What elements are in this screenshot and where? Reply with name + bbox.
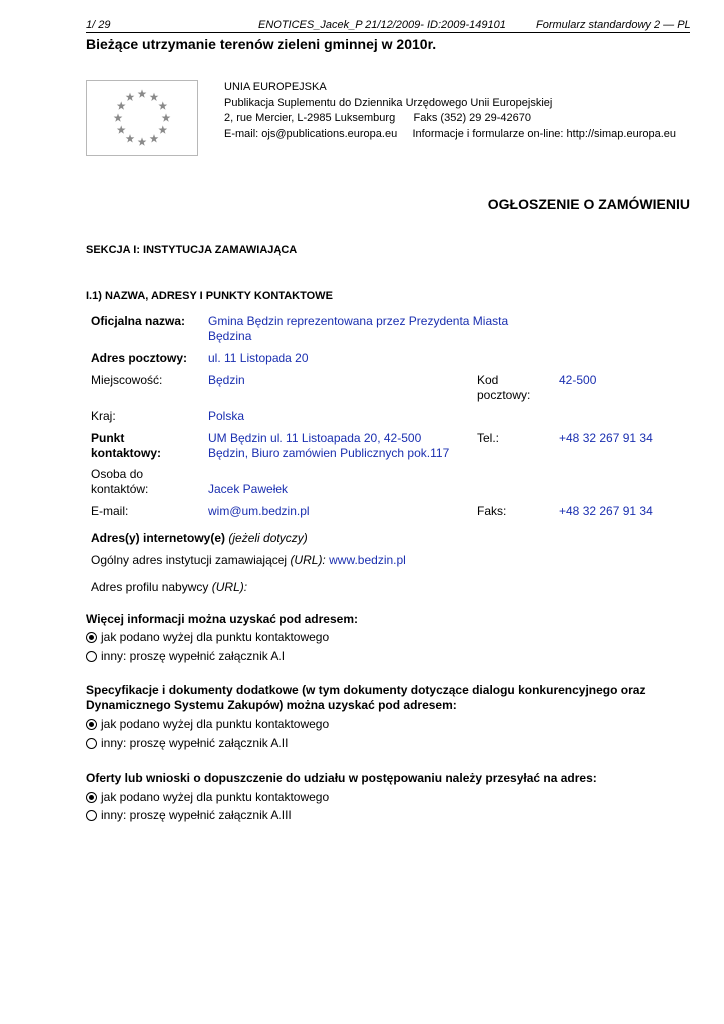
star-icon: [126, 134, 135, 142]
specifications-option-above[interactable]: [86, 717, 329, 732]
buyer-profile-note: (URL):: [211, 580, 248, 594]
eu-name: UNIA EUROPEJSKA: [224, 81, 327, 93]
official-name-line1: Gmina Będzin reprezentowana przez Prezydenta Miasta: [208, 314, 509, 328]
more-info-option-other[interactable]: [86, 649, 285, 664]
contact-point-value: [208, 431, 449, 461]
postal-code-label-line1: Kod: [477, 373, 499, 387]
city-value: Będzin: [208, 373, 245, 387]
radio-unselected-icon[interactable]: [86, 810, 97, 821]
fax-value: +48 32 267 91 34: [559, 504, 653, 518]
internet-heading-note: (jeżeli dotyczy): [228, 531, 308, 545]
section-title: SEKCJA I: INSTYTUCJA ZAMAWIAJĄCA: [86, 244, 298, 256]
eu-flag-logo: [86, 80, 198, 156]
postal-code-label: [477, 373, 530, 403]
phone-label: Tel.:: [477, 431, 500, 445]
notice-title: OGŁOSZENIE O ZAMÓWIENIU: [487, 196, 690, 212]
postal-code-label-line2: pocztowy:: [477, 388, 531, 402]
offers-option-other[interactable]: [86, 808, 292, 823]
notice-reference: ENOTICES_Jacek_P 21/12/2009- ID:2009-149101: [258, 19, 506, 31]
contact-person-label: [91, 467, 148, 497]
star-icon: [150, 93, 159, 101]
document-title: Bieżące utrzymanie terenów zieleni gminnej w 2010r.: [86, 36, 437, 52]
contact-point-label-line2: kontaktowy:: [91, 446, 162, 460]
radio-selected-icon[interactable]: [86, 632, 97, 643]
star-icon: [162, 113, 171, 121]
official-name-label: Oficjalna nazwa:: [91, 314, 186, 328]
email-value[interactable]: wim@um.bedzin.pl: [208, 504, 310, 518]
more-info-heading: Więcej informacji można uzyskać pod adresem:: [86, 612, 358, 626]
option-label: inny: proszę wypełnić załącznik A.III: [101, 808, 292, 822]
buyer-profile-row: [91, 580, 247, 595]
star-icon: [138, 137, 147, 145]
postal-code-value: 42-500: [559, 373, 597, 387]
radio-unselected-icon[interactable]: [86, 738, 97, 749]
star-icon: [158, 125, 167, 133]
page-number: 1/ 29: [86, 19, 111, 31]
eu-contact: E-mail: ojs@publications.europa.eu Informacje i formularze on-line: http://simap.europa.eu: [224, 127, 676, 140]
option-label: inny: proszę wypełnić załącznik A.I: [101, 649, 286, 663]
email-label: E-mail:: [91, 504, 129, 518]
radio-selected-icon[interactable]: [86, 792, 97, 803]
contact-point-line2: Będzin, Biuro zamówien Publicznych pok.117: [208, 446, 450, 460]
official-name-line2: Będzina: [208, 329, 252, 343]
postal-address-label: Adres pocztowy:: [91, 351, 188, 365]
general-url-row: [91, 553, 406, 568]
general-url-label: Ogólny adres instytucji zamawiającej: [91, 553, 288, 567]
country-value: Polska: [208, 409, 245, 423]
specifications-option-other[interactable]: [86, 736, 288, 751]
general-url-note: (URL):: [290, 553, 326, 567]
option-label: jak podano wyżej dla punktu kontaktowego: [101, 717, 330, 731]
option-label: inny: proszę wypełnić załącznik A.II: [101, 736, 289, 750]
radio-unselected-icon[interactable]: [86, 651, 97, 662]
official-name-value: [208, 314, 508, 344]
internet-heading-text: Adres(y) internetowy(e): [91, 531, 226, 545]
star-icon: [158, 101, 167, 109]
star-icon: [117, 125, 126, 133]
contact-point-label-line1: Punkt: [91, 431, 125, 445]
buyer-profile-label: Adres profilu nabywcy: [91, 580, 209, 594]
subsection-title: I.1) NAZWA, ADRESY I PUNKTY KONTAKTOWE: [86, 290, 333, 302]
contact-person-value: Jacek Pawełek: [208, 482, 289, 496]
star-icon: [150, 134, 159, 142]
option-label: jak podano wyżej dla punktu kontaktowego: [101, 790, 330, 804]
star-icon: [117, 101, 126, 109]
option-label: jak podano wyżej dla punktu kontaktowego: [101, 630, 330, 644]
eu-address: 2, rue Mercier, L-2985 Luksemburg Faks (352) 29 29-42670: [224, 112, 531, 124]
offers-heading: Oferty lub wnioski o dopuszczenie do udziału w postępowaniu należy przesyłać na adres:: [86, 771, 597, 785]
star-icon: [126, 93, 135, 101]
eu-publication: Publikacja Suplementu do Dziennika Urzędowego Unii Europejskiej: [224, 96, 553, 109]
offers-option-above[interactable]: [86, 790, 329, 805]
eu-publication-info: [224, 80, 676, 142]
phone-value: +48 32 267 91 34: [559, 431, 653, 445]
country-label: Kraj:: [91, 409, 116, 423]
header-divider: [86, 32, 690, 33]
more-info-option-above[interactable]: [86, 630, 329, 645]
eu-stars-icon: [87, 81, 197, 155]
contact-person-label-line1: Osoba do: [91, 467, 144, 481]
specifications-heading: Specyfikacje i dokumenty dodatkowe (w tym dokumenty dotyczące dialogu konkurencyjnego oraz Dynamicznego Systemu Zakupów) można uzyskać pod adresem:: [86, 683, 646, 712]
star-icon: [138, 89, 147, 97]
contact-point-label: [91, 431, 161, 461]
contact-person-label-line2: kontaktów:: [91, 482, 149, 496]
star-icon: [114, 113, 123, 121]
form-name: Formularz standardowy 2 — PL: [536, 19, 691, 31]
internet-addresses-heading: [91, 531, 308, 546]
radio-selected-icon[interactable]: [86, 719, 97, 730]
city-label: Miejscowość:: [91, 373, 163, 387]
contact-point-line1: UM Będzin ul. 11 Listoapada 20, 42-500: [208, 431, 422, 445]
fax-label: Faks:: [477, 504, 507, 518]
general-url-value[interactable]: www.bedzin.pl: [329, 553, 406, 567]
postal-address-value: ul. 11 Listopada 20: [208, 351, 309, 365]
